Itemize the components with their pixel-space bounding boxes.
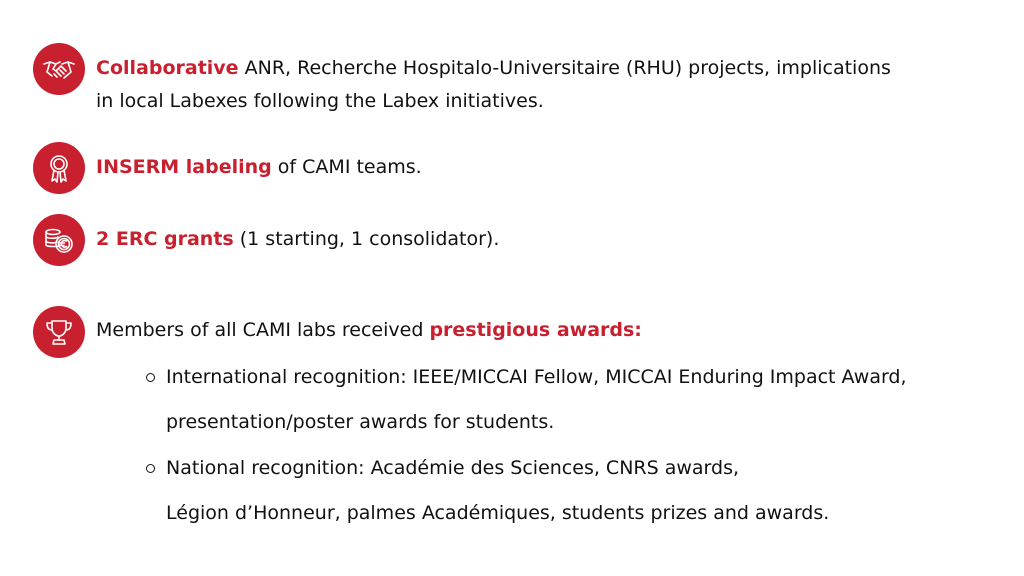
item-awards-text: Members of all CAMI labs received xyxy=(96,319,430,341)
item-inserm-highlight: INSERM labeling xyxy=(96,156,272,178)
sub-international-line2: presentation/poster awards for students. xyxy=(166,411,555,433)
item-erc-text: (1 starting, 1 consolidator). xyxy=(233,228,500,250)
sub-bullet-international xyxy=(146,373,155,382)
item-collaborative-text: ANR, Recherche Hospitalo-Universitaire (RHU) projects, implications xyxy=(238,57,891,79)
item-inserm-line xyxy=(96,152,422,183)
handshake-icon xyxy=(33,43,85,95)
item-awards-line xyxy=(96,315,642,346)
award-ribbon-icon xyxy=(33,142,85,194)
sub-bullet-national xyxy=(146,464,155,473)
item-awards-highlight: prestigious awards: xyxy=(429,319,642,341)
item-erc-highlight: 2 ERC grants xyxy=(96,228,234,250)
sub-national-line1: National recognition: Académie des Sciences, CNRS awards, xyxy=(166,457,740,479)
item-inserm-text: of CAMI teams. xyxy=(271,156,422,178)
item-collaborative-line1 xyxy=(96,53,891,84)
euro-coins-icon xyxy=(33,214,85,266)
sub-international-line1: International recognition: IEEE/MICCAI Fellow, MICCAI Enduring Impact Award, xyxy=(166,366,907,388)
item-collaborative-highlight: Collaborative xyxy=(96,57,239,79)
item-collaborative-line2 xyxy=(96,86,544,117)
sub-national-line2: Légion d’Honneur, palmes Académiques, students prizes and awards. xyxy=(166,502,830,524)
trophy-icon xyxy=(33,306,85,358)
item-collaborative-text2: in local Labexes following the Labex initiatives. xyxy=(96,90,544,112)
item-erc-line xyxy=(96,224,499,255)
